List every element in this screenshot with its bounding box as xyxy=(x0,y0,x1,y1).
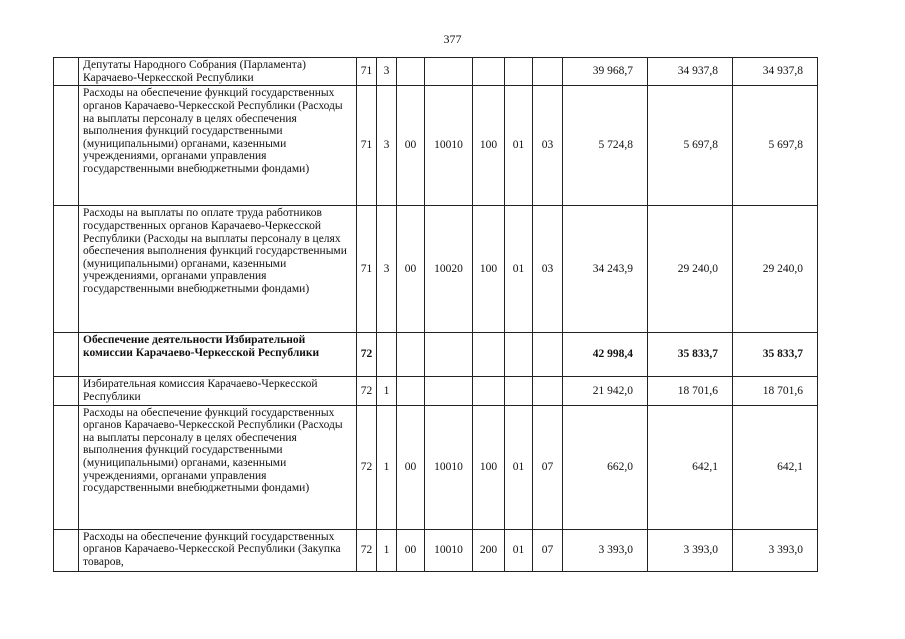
code-subdivision: 03 xyxy=(533,86,563,206)
row-name: Расходы на обеспечение функций государственных органов Карачаево-Черкесской Республики (Расходы на выплаты персоналу в целях обеспечения выполнения функций государственными (муниципальными) органами, казенными учреждениями, органами управления государственными внебюджетными фондами) xyxy=(79,405,357,529)
amount-year-1: 34 243,9 xyxy=(563,206,648,333)
table-row xyxy=(54,529,818,571)
amount-year-3: 18 701,6 xyxy=(733,377,818,405)
code-section: 1 xyxy=(377,405,397,529)
amount-year-2: 18 701,6 xyxy=(648,377,733,405)
code-subdivision xyxy=(533,58,563,86)
amount-year-2: 35 833,7 xyxy=(648,333,733,377)
row-blank-cell xyxy=(54,206,79,333)
code-subsection: 00 xyxy=(397,529,425,571)
table-row xyxy=(54,333,818,377)
code-expense-type xyxy=(473,333,505,377)
row-blank-cell xyxy=(54,377,79,405)
table-row xyxy=(54,377,818,405)
code-direction: 10010 xyxy=(425,86,473,206)
row-name: Расходы на обеспечение функций государственных органов Карачаево-Черкесской Республики (Расходы на выплаты персоналу в целях обеспечения выполнения функций государственными (муниципальными) органами, казенными учреждениями, органами управления государственными внебюджетными фондами) xyxy=(79,86,357,206)
code-direction: 10010 xyxy=(425,529,473,571)
row-blank-cell xyxy=(54,405,79,529)
amount-year-3: 642,1 xyxy=(733,405,818,529)
amount-year-1: 3 393,0 xyxy=(563,529,648,571)
table-row xyxy=(54,206,818,333)
page-number: 377 xyxy=(443,32,462,46)
code-subsection xyxy=(397,377,425,405)
code-chapter: 72 xyxy=(357,529,377,571)
code-expense-type xyxy=(473,58,505,86)
code-direction xyxy=(425,333,473,377)
row-name: Обеспечение деятельности Избирательной комиссии Карачаево-Черкесской Республики xyxy=(79,333,357,377)
code-subdivision: 07 xyxy=(533,405,563,529)
code-division: 01 xyxy=(505,206,533,333)
amount-year-2: 34 937,8 xyxy=(648,58,733,86)
amount-year-2: 5 697,8 xyxy=(648,86,733,206)
row-name: Расходы на выплаты по оплате труда работников государственных органов Карачаево-Черкесской Республики (Расходы на выплаты персоналу в целях обеспечения выполнения функций государственными (муниципальными) органами, казенными учреждениями, органами управления государственными внебюджетными фондами) xyxy=(79,206,357,333)
code-subsection: 00 xyxy=(397,206,425,333)
code-section: 3 xyxy=(377,206,397,333)
amount-year-2: 29 240,0 xyxy=(648,206,733,333)
code-division xyxy=(505,377,533,405)
code-division: 01 xyxy=(505,86,533,206)
code-subdivision xyxy=(533,333,563,377)
row-blank-cell xyxy=(54,529,79,571)
amount-year-1: 21 942,0 xyxy=(563,377,648,405)
code-subsection xyxy=(397,58,425,86)
amount-year-3: 3 393,0 xyxy=(733,529,818,571)
amount-year-1: 42 998,4 xyxy=(563,333,648,377)
table-row xyxy=(54,86,818,206)
budget-table xyxy=(53,57,818,572)
row-name: Депутаты Народного Собрания (Парламента) Карачаево-Черкесской Республики xyxy=(79,58,357,86)
code-expense-type: 100 xyxy=(473,206,505,333)
row-name: Избирательная комиссия Карачаево-Черкесской Республики xyxy=(79,377,357,405)
amount-year-3: 5 697,8 xyxy=(733,86,818,206)
code-section: 1 xyxy=(377,529,397,571)
row-blank-cell xyxy=(54,333,79,377)
code-section xyxy=(377,333,397,377)
amount-year-3: 35 833,7 xyxy=(733,333,818,377)
amount-year-1: 39 968,7 xyxy=(563,58,648,86)
code-division xyxy=(505,58,533,86)
amount-year-1: 5 724,8 xyxy=(563,86,648,206)
code-division: 01 xyxy=(505,529,533,571)
code-expense-type: 200 xyxy=(473,529,505,571)
code-subdivision: 03 xyxy=(533,206,563,333)
row-name: Расходы на обеспечение функций государственных органов Карачаево-Черкесской Республики (Закупка товаров, xyxy=(79,529,357,571)
code-section: 3 xyxy=(377,58,397,86)
code-direction xyxy=(425,58,473,86)
amount-year-1: 662,0 xyxy=(563,405,648,529)
amount-year-2: 3 393,0 xyxy=(648,529,733,571)
table-body xyxy=(54,58,818,572)
code-direction: 10020 xyxy=(425,206,473,333)
code-chapter: 72 xyxy=(357,377,377,405)
code-section: 3 xyxy=(377,86,397,206)
code-section: 1 xyxy=(377,377,397,405)
code-subdivision: 07 xyxy=(533,529,563,571)
amount-year-3: 29 240,0 xyxy=(733,206,818,333)
code-subsection xyxy=(397,333,425,377)
amount-year-3: 34 937,8 xyxy=(733,58,818,86)
code-subsection: 00 xyxy=(397,405,425,529)
amount-year-2: 642,1 xyxy=(648,405,733,529)
code-direction xyxy=(425,377,473,405)
code-chapter: 71 xyxy=(357,206,377,333)
code-expense-type: 100 xyxy=(473,86,505,206)
code-subsection: 00 xyxy=(397,86,425,206)
row-blank-cell xyxy=(54,58,79,86)
table-row xyxy=(54,58,818,86)
code-subdivision xyxy=(533,377,563,405)
code-division xyxy=(505,333,533,377)
code-chapter: 71 xyxy=(357,86,377,206)
code-chapter: 72 xyxy=(357,405,377,529)
code-expense-type xyxy=(473,377,505,405)
table-row xyxy=(54,405,818,529)
code-division: 01 xyxy=(505,405,533,529)
code-direction: 10010 xyxy=(425,405,473,529)
code-chapter: 71 xyxy=(357,58,377,86)
code-expense-type: 100 xyxy=(473,405,505,529)
row-blank-cell xyxy=(54,86,79,206)
code-chapter: 72 xyxy=(357,333,377,377)
